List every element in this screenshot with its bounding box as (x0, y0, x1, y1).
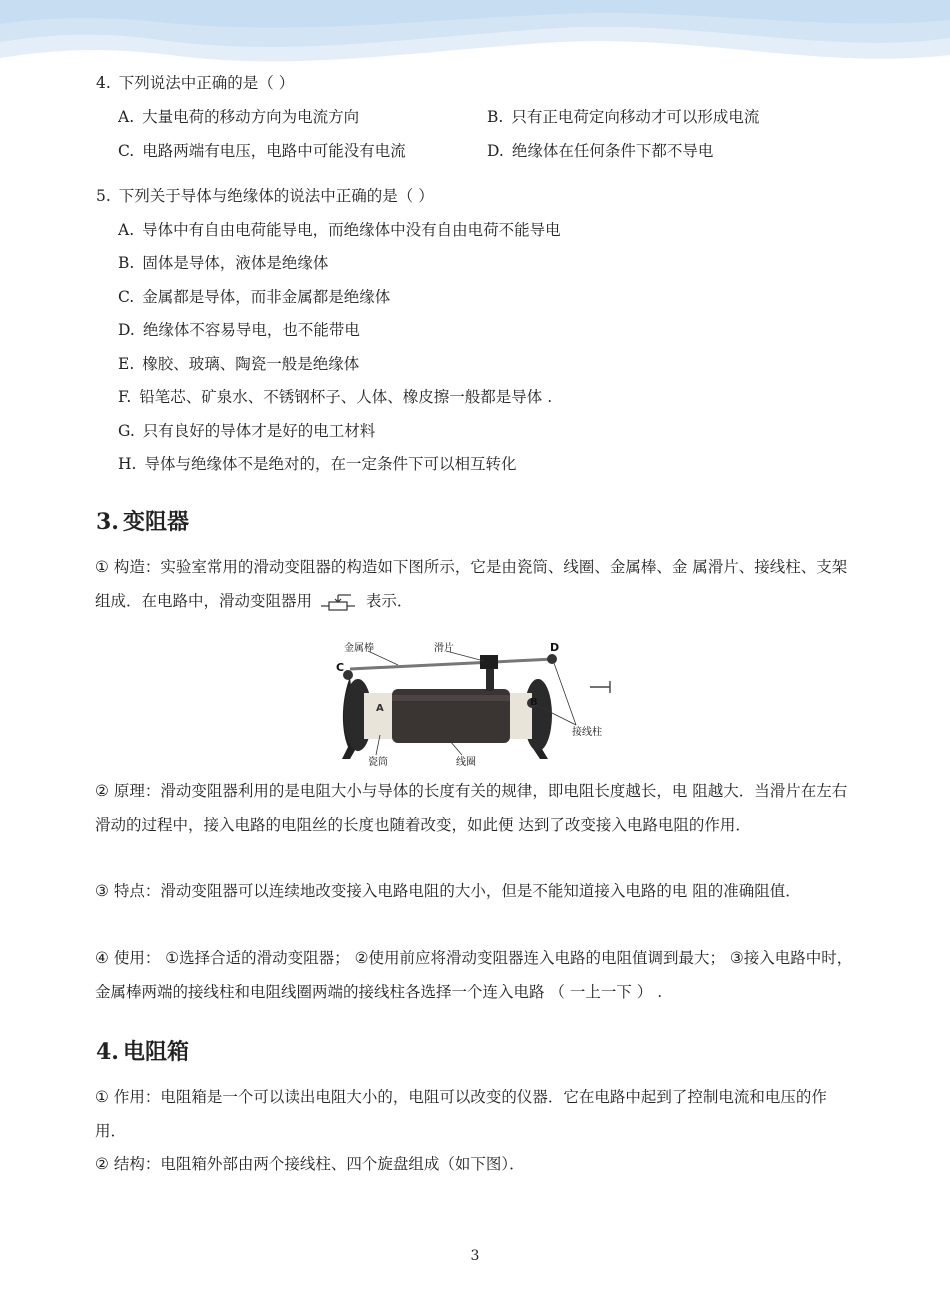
question-text: 下列说法中正确的是（ ） (118, 74, 295, 92)
label-c: C (336, 661, 345, 674)
question-number: 4. (96, 74, 111, 92)
option-text: 橡胶、玻璃、陶瓷一般是绝缘体 (142, 355, 360, 373)
q5-option-b (118, 253, 328, 273)
option-letter: D. (118, 321, 135, 339)
section-3-principle-paragraph: ② 原理：滑动变阻器利用的是电阻大小与导体的长度有关的规律，即电阻长度越长，电 阻越大．当滑片在左右滑动的过程中，接入电路的电阻丝的长度也随着改变，如此便 达到了改变接入电路电阻的作用． (95, 782, 848, 834)
section-3-construction-paragraph (95, 551, 855, 618)
q5-option-f (118, 387, 552, 407)
section-title: 电阻箱 (122, 1040, 189, 1065)
section-4-structure-paragraph: ② 结构：电阻箱外部由两个接线柱、四个旋盘组成（如下图）． (95, 1155, 525, 1173)
label-a: A (376, 703, 384, 714)
q5-option-a (118, 220, 561, 240)
label-slider: 滑片 (434, 643, 454, 654)
option-text: 只有良好的导体才是好的电工材料 (142, 422, 376, 440)
option-letter: F. (118, 388, 132, 406)
option-text: 绝缘体在任何条件下都不导电 (511, 142, 714, 160)
option-letter: B. (487, 108, 504, 126)
option-letter: E. (118, 355, 135, 373)
section-4-function-paragraph: ① 作用：电阻箱是一个可以读出电阻大小的，电阻可以改变的仪器．它在电路中起到了控制电流和电压的作用． (95, 1088, 827, 1140)
option-text: 导体中有自由电荷能导电，而绝缘体中没有自由电荷不能导电 (142, 221, 561, 239)
q5-option-h (118, 454, 516, 474)
rheostat-symbol-icon (319, 591, 359, 611)
label-ceramic-tube: 瓷筒 (368, 757, 388, 767)
q5-option-g (118, 421, 375, 441)
section-title: 变阻器 (122, 510, 189, 535)
section-number: 3. (96, 509, 119, 535)
option-letter: G. (118, 422, 135, 440)
label-terminal: 接线柱 (572, 727, 602, 738)
option-letter: D. (487, 142, 504, 160)
option-text: 绝缘体不容易导电，也不能带电 (142, 321, 360, 339)
question-number: 5. (96, 187, 111, 205)
page-number: 3 (470, 1248, 480, 1264)
section-3-heading (96, 508, 189, 537)
option-text: 铅笔芯、矿泉水、不锈钢杯子、人体、橡皮擦一般都是导体 . (139, 388, 553, 406)
terminal-c (343, 670, 353, 680)
option-text: 大量电荷的移动方向为电流方向 (142, 108, 360, 126)
q5-option-e (118, 354, 359, 374)
option-text: 电路两端有电压，电路中可能没有电流 (142, 142, 406, 160)
terminal-d (547, 654, 557, 664)
q5-option-c (118, 287, 390, 307)
ceramic-tube-left (364, 693, 394, 739)
option-text: 固体是导体，液体是绝缘体 (142, 254, 329, 272)
option-letter: A. (118, 221, 135, 239)
metal-rod (350, 659, 554, 669)
question-4 (96, 73, 294, 93)
sliding-rheostat-figure (328, 637, 616, 767)
q4-option-d (487, 141, 713, 161)
option-text: 金属都是导体，而非金属都是绝缘体 (142, 288, 391, 306)
question-5 (96, 186, 434, 206)
option-letter: B. (118, 254, 135, 272)
option-letter: C. (118, 288, 135, 306)
q4-option-a (118, 107, 359, 127)
option-text: 导体与绝缘体不是绝对的，在一定条件下可以相互转化 (144, 455, 517, 473)
option-text: 只有正电荷定向移动才可以形成电流 (511, 108, 760, 126)
header-wave-decoration (0, 0, 950, 70)
construction-text: ① 构造：实验室常用的滑动变阻器的构造如下图所示，它是由瓷筒、线圈、金属棒、金 属滑片、接线柱、支架组成．在电路中，滑动变阻器用 (95, 558, 848, 610)
label-b: B (530, 697, 538, 708)
slider (480, 655, 498, 669)
option-letter: C. (118, 142, 135, 160)
q4-option-b (487, 107, 759, 127)
option-letter: H. (118, 455, 137, 473)
label-coil: 线圈 (456, 757, 476, 767)
q4-option-c (118, 141, 406, 161)
section-3-features-paragraph: ③ 特点：滑动变阻器可以连续地改变接入电路电阻的大小，但是不能知道接入电路的电 阻的准确阻值． (95, 882, 801, 900)
section-4-heading (96, 1038, 189, 1067)
section-number: 4. (96, 1039, 119, 1065)
section-3-usage-paragraph: ④ 使用： ①选择合适的滑动变阻器； ②使用前应将滑动变阻器连入电路的电阻值调到最大； ③接入电路中时，金属棒两端的接线柱和电阻线圈两端的接线柱各选择一个连入电路 （ 一上一下 ） . (95, 949, 853, 1001)
construction-text-end: 表示． (360, 591, 413, 610)
option-letter: A. (118, 108, 135, 126)
label-d: D (550, 641, 560, 654)
question-text: 下列关于导体与绝缘体的说法中正确的是（ ） (118, 187, 434, 205)
label-metal-rod: 金属棒 (344, 643, 374, 654)
q5-option-d (118, 320, 360, 340)
